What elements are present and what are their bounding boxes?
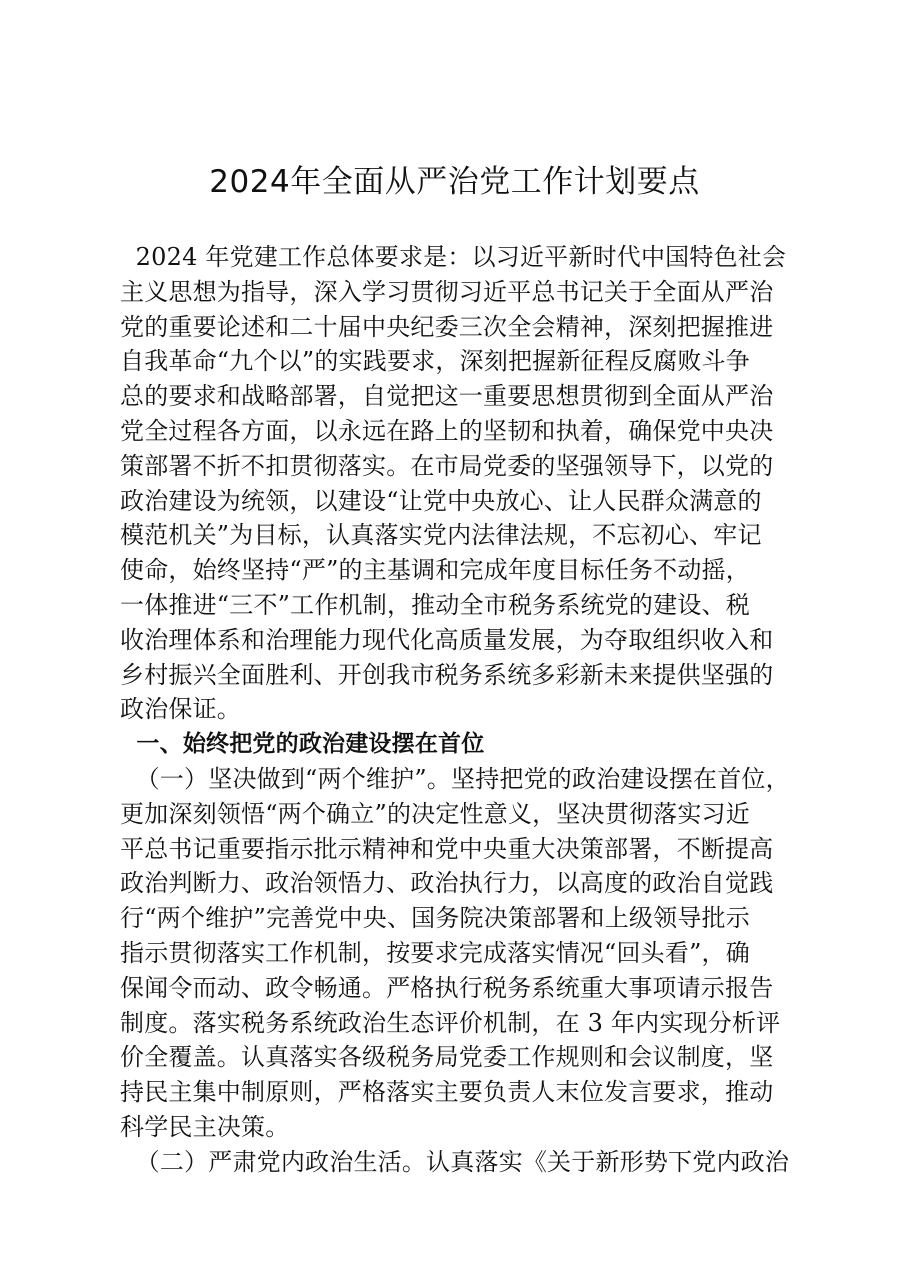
paragraph-line: 党全过程各方面，以永远在路上的坚韧和执着，确保党中央决 [120,416,774,445]
paragraph-line: 乡村振兴全面胜利、开创我市税务系统多彩新未来提供坚强的 [120,660,774,689]
paragraph-line: 政治建设为统领，以建设“让党中央放心、让人民群众满意的 [120,486,762,515]
paragraph-line: 更加深刻领悟“两个确立”的决定性意义，坚决贯彻落实习近 [120,799,750,828]
paragraph-line: 价全覆盖。认真落实各级税务局党委工作规则和会议制度，坚 [120,1043,774,1072]
paragraph-line: 模范机关”为目标，认真落实党内法律法规，不忘初心、牢记 [120,521,762,550]
paragraph-line: 科学民主决策。 [120,1112,290,1141]
paragraph-line: 一体推进“三不”工作机制，推动全市税务系统党的建设、税 [120,590,750,619]
document-body [120,240,800,1180]
paragraph-line: 平总书记重要指示批示精神和党中央重大决策部署，不断提高 [120,834,774,863]
paragraph-line: 保闻令而动、政令畅通。严格执行税务系统重大事项请示报告 [120,973,774,1002]
paragraph-line: （二）严肃党内政治生活。认真落实《关于新形势下党内政治 [120,1147,790,1176]
paragraph-line: 政治判断力、政治领悟力、政治执行力，以高度的政治自觉践 [120,869,774,898]
paragraph-line: 总的要求和战略部署，自觉把这一重要思想贯彻到全面从严治 [120,382,774,411]
section-heading: 一、始终把党的政治建设摆在首位 [120,731,485,758]
document-title: 2024年全面从严治党工作计划要点 [209,164,700,200]
paragraph-line: 主义思想为指导，深入学习贯彻习近平总书记关于全面从严治 [120,277,774,306]
paragraph-line: 党的重要论述和二十届中央纪委三次全会精神，深刻把握推进 [120,312,774,341]
paragraph-line: 持民主集中制原则，严格落实主要负责人末位发言要求，推动 [120,1078,774,1107]
paragraph-line: 自我革命“九个以”的实践要求，深刻把握新征程反腐败斗争 [120,347,750,376]
paragraph-line: （一）坚决做到“两个维护”。坚持把党的政治建设摆在首位， [120,764,790,793]
paragraph-line: 政治保证。 [120,695,241,724]
paragraph-line: 使命，始终坚持“严”的主基调和完成年度目标任务不动摇， [120,556,750,585]
paragraph-line: 2024 年党建工作总体要求是：以习近平新时代中国特色社会 [120,243,787,271]
paragraph-line: 制度。落实税务系统政治生态评价机制，在 3 年内实现分析评 [120,1008,781,1037]
paragraph-line: 指示贯彻落实工作机制，按要求完成落实情况“回头看”，确 [120,938,750,967]
paragraph-line: 行“两个维护”完善党中央、国务院决策部署和上级领导批示 [120,904,750,933]
paragraph-line: 策部署不折不扣贯彻落实。在市局党委的坚强领导下，以党的 [120,451,774,480]
paragraph-line: 收治理体系和治理能力现代化高质量发展，为夺取组织收入和 [120,625,774,654]
